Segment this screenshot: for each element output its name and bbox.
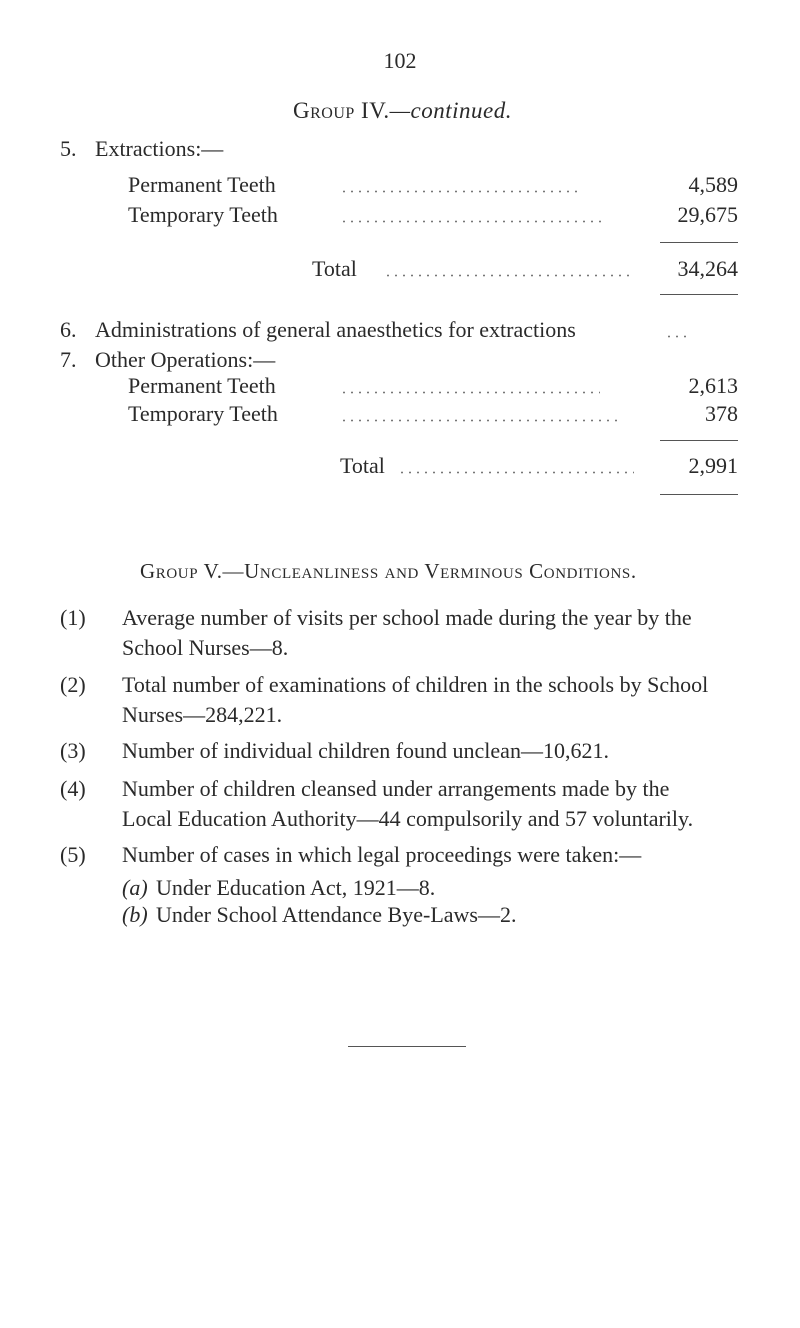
section5-title: Extractions:— [95, 136, 224, 161]
group5-item-5 [60, 840, 750, 870]
group5-item-1 [60, 603, 750, 663]
item-line: Nurses—284,221. [122, 702, 283, 727]
leader-dots [340, 220, 604, 223]
leader-dots [665, 335, 687, 338]
item-line: Number of children cleansed under arrangements made by the [122, 776, 670, 801]
section5-row-temporary [128, 202, 738, 228]
row-label: Temporary Teeth [128, 401, 278, 426]
section7-row-temporary [128, 401, 738, 427]
subitem-text: Under School Attendance Bye-Laws—2. [156, 902, 517, 927]
total-label: Total [312, 256, 357, 281]
total-rule [660, 294, 738, 295]
section6-row [95, 317, 685, 343]
group4-heading [293, 98, 512, 124]
page-number: 102 [383, 48, 417, 73]
group5-subitem-a [122, 873, 722, 903]
total-label: Total [340, 453, 385, 478]
leader-dots [340, 419, 620, 422]
section7-number: 7. [60, 347, 77, 372]
section7-row-permanent [128, 373, 738, 399]
group5-item-4 [60, 774, 750, 834]
sum-rule [660, 242, 738, 243]
group4-heading-label: Group IV. [293, 98, 390, 123]
item-number: (4) [60, 776, 86, 801]
section5-number: 5. [60, 136, 77, 161]
item-number: (3) [60, 738, 86, 763]
subitem-letter: (b) [122, 902, 148, 927]
row-label: Permanent Teeth [128, 172, 276, 197]
total-rule [660, 494, 738, 495]
group5-item-3 [60, 736, 750, 766]
item-number: (2) [60, 672, 86, 697]
row-value: 29,675 [677, 202, 738, 227]
item-line: Local Education Authority—44 compulsorily and 57 voluntarily. [122, 806, 694, 831]
row-value: 4,589 [688, 172, 738, 197]
row-value: 2,613 [688, 373, 738, 398]
item-number: (1) [60, 605, 86, 630]
section5-total [312, 256, 738, 282]
item-line: School Nurses—8. [122, 635, 289, 660]
sum-rule [660, 440, 738, 441]
end-rule [348, 1046, 466, 1047]
row-value: 378 [705, 401, 738, 426]
item-line: Total number of examinations of children in the schools by School [122, 672, 709, 697]
section7-total [340, 453, 738, 479]
item-line: Number of individual children found unclean—10,621. [122, 738, 609, 763]
group5-item-2 [60, 670, 750, 730]
leader-dots [384, 274, 632, 277]
section7-title: Other Operations:— [95, 347, 276, 372]
leader-dots [398, 471, 634, 474]
group5-subitem-b [122, 900, 722, 930]
section5-row-permanent [128, 172, 738, 198]
group4-heading-continued: —continued. [389, 98, 512, 123]
leader-dots [340, 391, 600, 394]
subitem-letter: (a) [122, 875, 148, 900]
section6-number: 6. [60, 317, 77, 342]
row-label: Permanent Teeth [128, 373, 276, 398]
group5-heading: Group V.—Uncleanliness and Verminous Conditions. [140, 559, 637, 583]
subitem-text: Under Education Act, 1921—8. [156, 875, 436, 900]
row-label: Temporary Teeth [128, 202, 278, 227]
leader-dots [340, 190, 580, 193]
total-value: 2,991 [688, 453, 738, 478]
item-number: (5) [60, 842, 86, 867]
total-value: 34,264 [677, 256, 738, 281]
item-line: Average number of visits per school made during the year by the [122, 605, 692, 630]
section6-text: Administrations of general anaesthetics for extractions [95, 317, 576, 342]
item-line: Number of cases in which legal proceedings were taken:— [122, 842, 642, 867]
